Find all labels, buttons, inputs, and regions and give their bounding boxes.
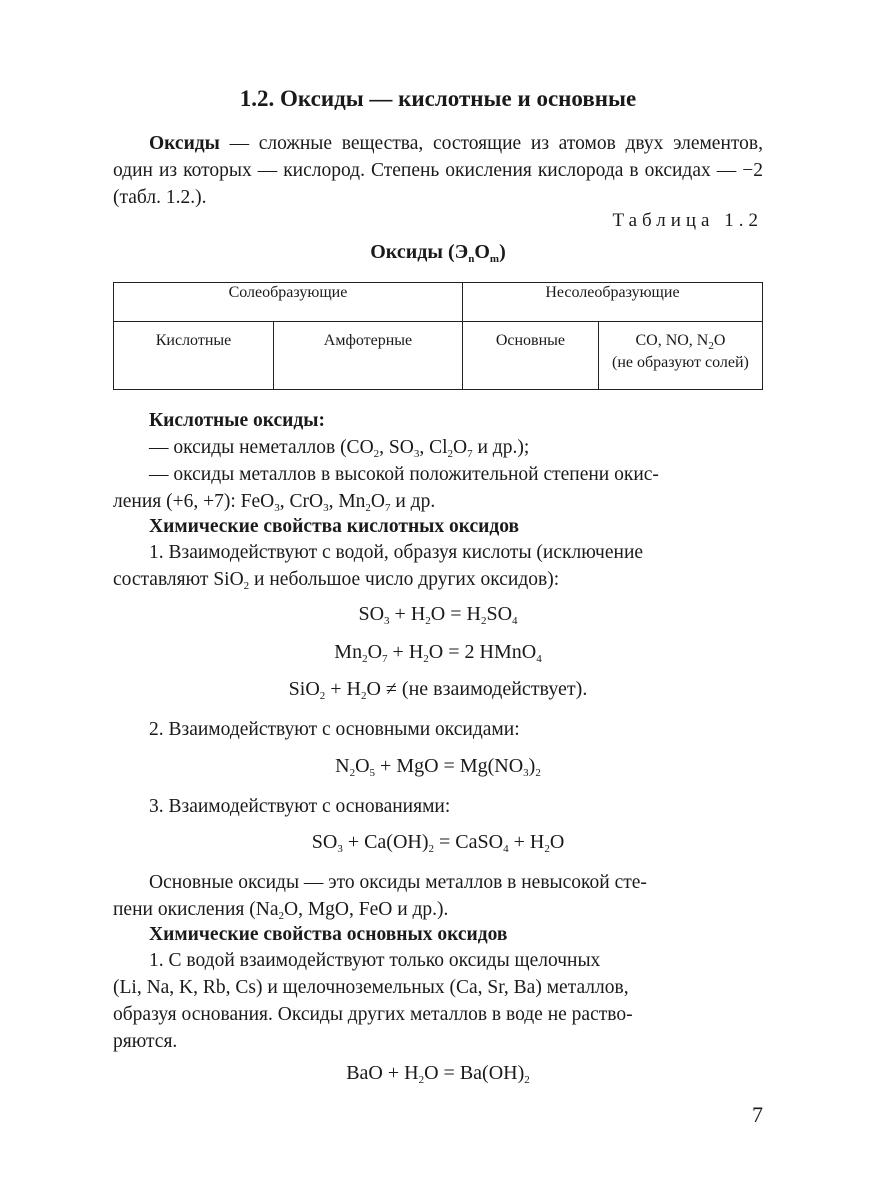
basic-line-1: Основные оксиды — это оксиды металлов в невысокой сте- (149, 872, 647, 893)
equation-so3-water: $SO_3 + H_2O = H_2SO_4$ (358, 603, 518, 627)
equation-sio2-water: $SiO_2 + H_2O \ne (не$ взаимодействует). (288, 678, 588, 702)
basic-prop-1-line-4: ряются. (113, 1031, 178, 1052)
basic-prop-1-line-1: 1. С водой взаимодействуют только оксиды щелочных (149, 950, 601, 971)
page-number: 7 (752, 1102, 763, 1127)
acidic-prop-3: 3. Взаимодействуют с основаниями: (149, 796, 451, 817)
cell-non-salt-forming-list: CO, NO, $N_2O$ (не образуют солей) (598, 322, 762, 390)
acidic-heading: Кислотные оксиды: (149, 410, 326, 431)
oxides-table (113, 282, 763, 390)
table-caption: Оксиды $(Э_nO_m)$ (370, 241, 506, 265)
intro-term: Оксиды (149, 133, 220, 154)
cell-basic: Основные (462, 322, 598, 390)
equation-mn2o7-water: $Mn_2O_7 + H_2O = 2$ HMnO$_4$ (334, 641, 542, 665)
basic-prop-1-line-2: (Li, Na, K, Rb, Cs) и щелочноземельных (Ca, Sr, Ba) металлов, (113, 977, 629, 998)
equation-bao-water: BaO + $H_2O = Ba(OH)_2$ (346, 1062, 530, 1086)
acidic-prop-2: 2. Взаимодействуют с основными оксидами: (149, 719, 520, 740)
acidic-props-heading: Химические свойства кислотных оксидов (149, 516, 520, 537)
acidic-item-2-line-2: ления (+6, +7): FeO$_3$, CrO$_3$, $Mn_2O_7$ и др. (113, 491, 436, 514)
section-title: 1.2. Оксиды — кислотные и основные (239, 86, 637, 111)
basic-line-2: пени окисления ($Na_2O$, MgO, FeO и др.). (113, 899, 449, 922)
header-salt-forming: Солеобразующие (114, 283, 463, 322)
acidic-item-1: — оксиды неметаллов ($CO_2$, $SO_3$, $Cl_2O_7$ и др.); (149, 437, 530, 460)
cell-acidic: Кислотные (114, 322, 274, 390)
basic-props-heading: Химические свойства основных оксидов (149, 924, 508, 945)
acidic-item-2-line-1: — оксиды металлов в высокой положительной степени окис- (149, 464, 659, 485)
non-salt-note: (не образуют солей) (612, 354, 749, 371)
cell-amphoteric: Амфотерные (274, 322, 463, 390)
basic-prop-1-line-3: образуя основания. Оксиды других металлов в воде не раство- (113, 1004, 633, 1025)
intro-text: — сложные вещества, состоящие из атомов двух элементов, один из которых — кислород. Степень окисления кислорода в оксидах — −2 (табл. 1.2.). (113, 133, 763, 208)
equation-so3-caoh2: $SO_3 + Ca(OH)_2$ = CaSO$_4$ + $H_2O$ (311, 831, 565, 855)
intro-paragraph (113, 130, 763, 211)
acidic-prop-1-line-1: 1. Взаимодействуют с водой, образуя кислоты (исключение (149, 542, 644, 563)
table-number: Таблица 1.2 (612, 210, 763, 231)
acidic-prop-1-line-2: составляют SiO$_2$ и небольшое число других оксидов): (113, 569, 560, 592)
header-non-salt-forming: Несолеобразующие (462, 283, 762, 322)
equation-n2o5-mgo: $N_2O_5$ + MgO = $Mg(NO_3)_2$ (335, 755, 541, 779)
